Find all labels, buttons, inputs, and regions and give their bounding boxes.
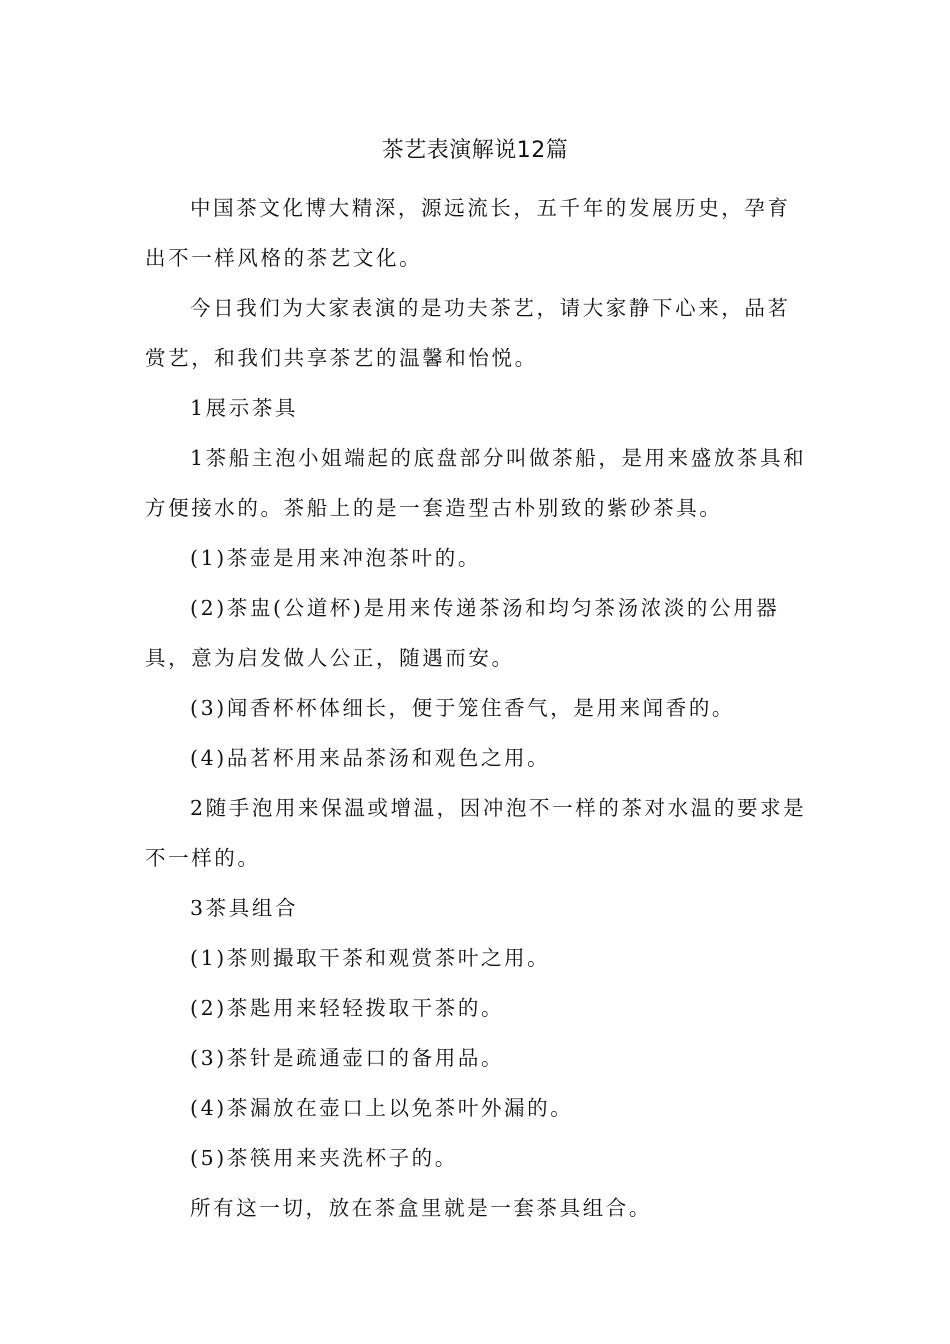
section-heading-teaware-set: 3茶具组合 [190,896,299,920]
list-item-fair-cup: (2)茶盅(公道杯)是用来传递茶汤和均匀茶汤浓淡的公用器具，意为启发做人公正，随遇而安。 [145,596,780,670]
list-item-tea-needle: (3)茶针是疏通壶口的备用品。 [190,1046,505,1070]
list-item-tasting-cup: (4)品茗杯用来品茶汤和观色之用。 [190,746,551,770]
list-item-teapot: (1)茶壶是用来冲泡茶叶的。 [190,546,481,570]
paragraph-summary: 所有这一切，放在茶盒里就是一套茶具组合。 [190,1196,652,1220]
list-item-tea-scoop: (1)茶则撮取干茶和观赏茶叶之用。 [190,946,551,970]
list-item-aroma-cup: (3)闻香杯杯体细长，便于笼住香气，是用来闻香的。 [190,696,736,720]
list-item-tea-spoon: (2)茶匙用来轻轻拨取干茶的。 [190,996,505,1020]
list-item-tea-tongs: (5)茶筷用来夹洗杯子的。 [190,1146,458,1170]
paragraph-kettle: 2随手泡用来保温或增温，因冲泡不一样的茶对水温的要求是不一样的。 [145,796,807,870]
document-title: 茶艺表演解说12篇 [381,138,569,163]
paragraph-intro: 中国茶文化博大精深，源远流长，五千年的发展历史，孕育出不一样风格的茶艺文化。 [145,196,791,270]
paragraph-welcome: 今日我们为大家表演的是功夫茶艺，请大家静下心来，品茗赏艺，和我们共享茶艺的温馨和怡悦。 [145,296,791,370]
list-item-tea-funnel: (4)茶漏放在壶口上以免茶叶外漏的。 [190,1096,574,1120]
section-heading-show-teaware: 1展示茶具 [190,396,299,420]
document-body [145,183,807,1233]
paragraph-tea-boat: 1茶船主泡小姐端起的底盘部分叫做茶船，是用来盛放茶具和方便接水的。茶船上的是一套造型古朴别致的紫砂茶具。 [145,446,807,520]
